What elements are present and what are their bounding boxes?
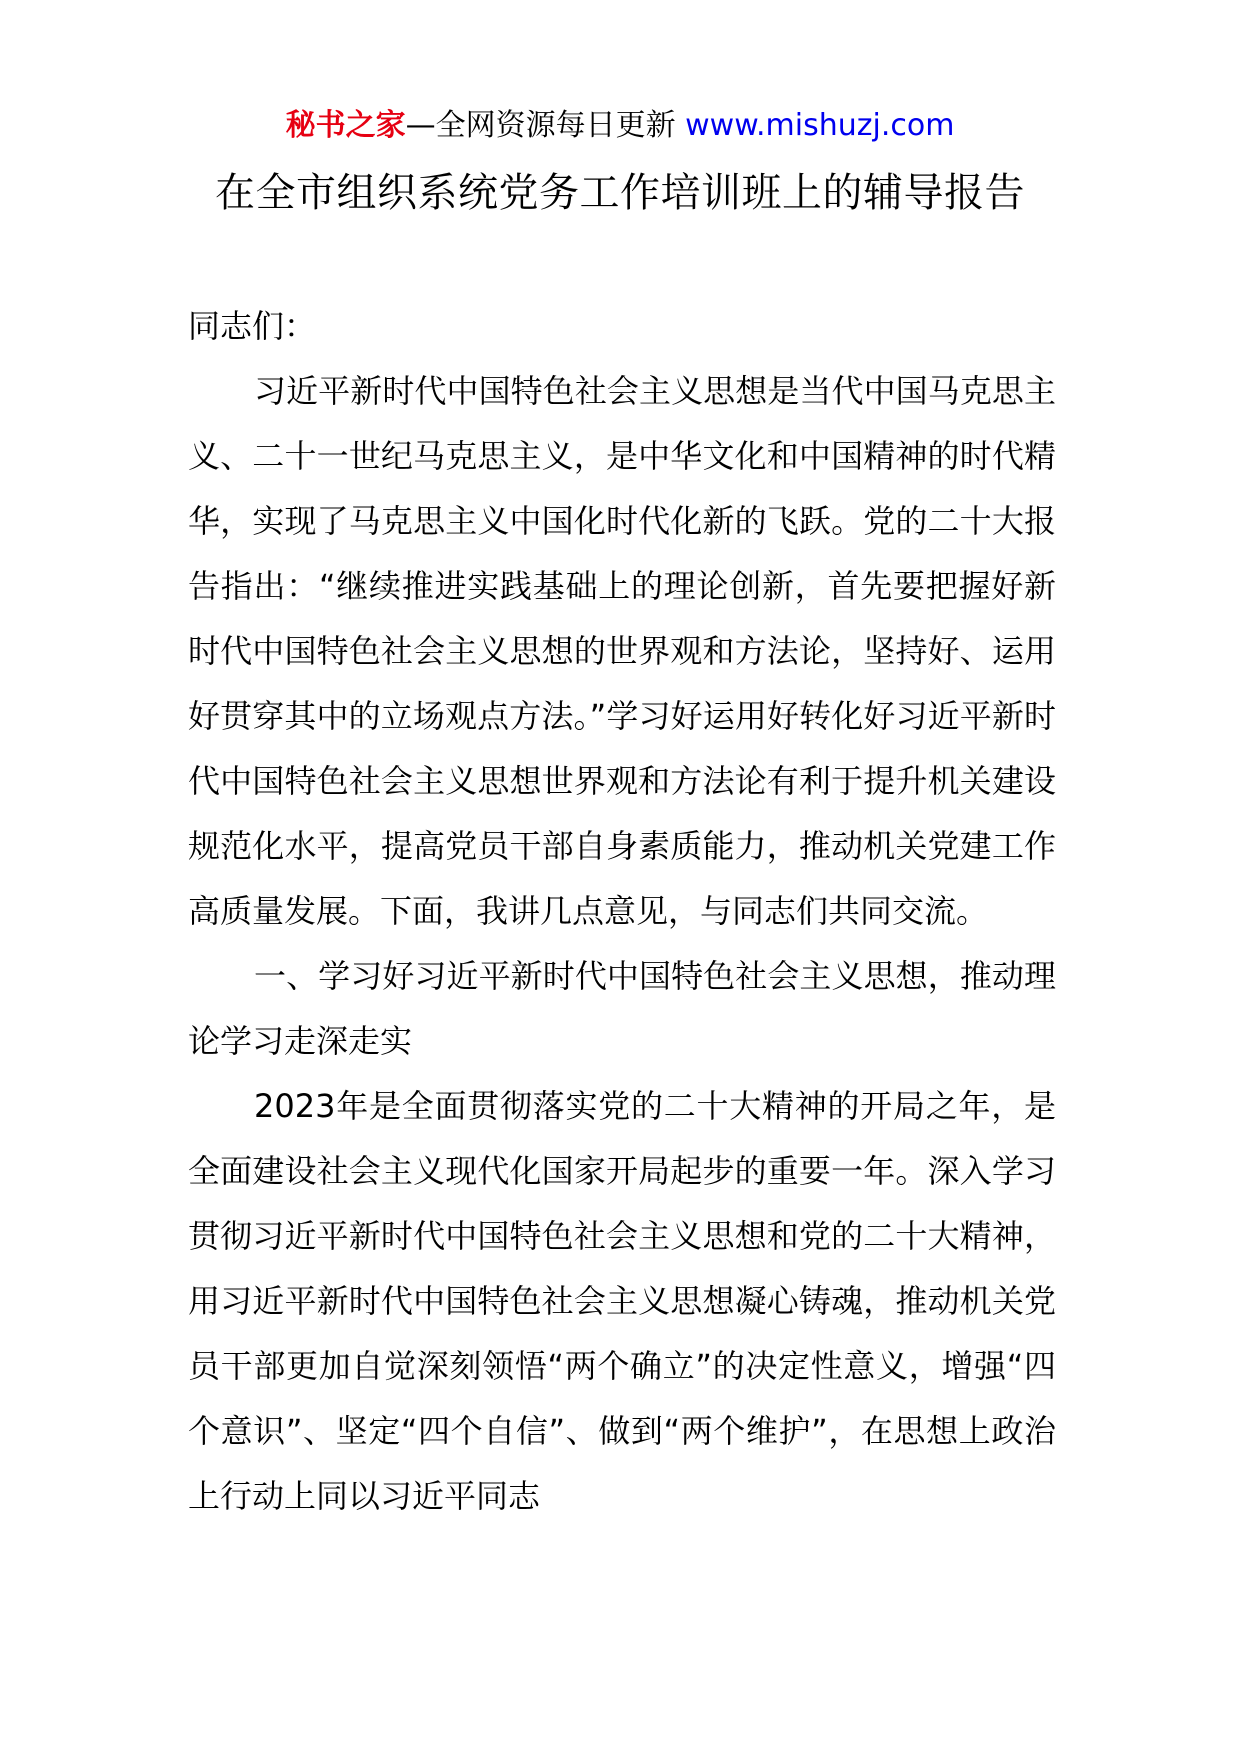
brand-name: 秘书之家 <box>285 108 406 143</box>
section-heading: 一、学习好习近平新时代中国特色社会主义思想，推动理论学习走深走实 <box>188 957 1056 1060</box>
document-body <box>188 294 1056 1529</box>
body-paragraph: 习近平新时代中国特色社会主义思想是当代中国马克思主义、二十一世纪马克思主义，是中华文化和中国精神的时代精华，实现了马克思主义中国化时代化新的飞跃。党的二十大报告指出：“继续推进实践基础上的理论创新，首先要把握好新时代中国特色社会主义思想的世界观和方法论，坚持好、运用好贯穿其中的立场观点方法。”学习好运用好转化好习近平新时代中国特色社会主义思想世界观和方法论有利于提升机关建设规范化水平，提高党员干部自身素质能力，推动机关党建工作高质量发展。下面，我讲几点意见，与同志们共同交流。 <box>188 372 1056 930</box>
salutation: 同志们： <box>188 307 317 345</box>
site-header <box>0 104 1240 148</box>
site-url-link[interactable]: www.mishuzj.com <box>685 108 955 143</box>
header-tagline: —全网资源每日更新 <box>405 108 676 143</box>
body-paragraph: 2023年是全面贯彻落实党的二十大精神的开局之年，是全面建设社会主义现代化国家开局起步的重要一年。深入学习贯彻习近平新时代中国特色社会主义思想和党的二十大精神，用习近平新时代中国特色社会主义思想凝心铸魂，推动机关党员干部更加自觉深刻领悟“两个确立”的决定性意义，增强“四个意识”、坚定“四个自信”、做到“两个维护”，在思想上政治上行动上同以习近平同志 <box>188 1087 1056 1515</box>
document-title: 在全市组织系统党务工作培训班上的辅导报告 <box>215 170 1025 216</box>
